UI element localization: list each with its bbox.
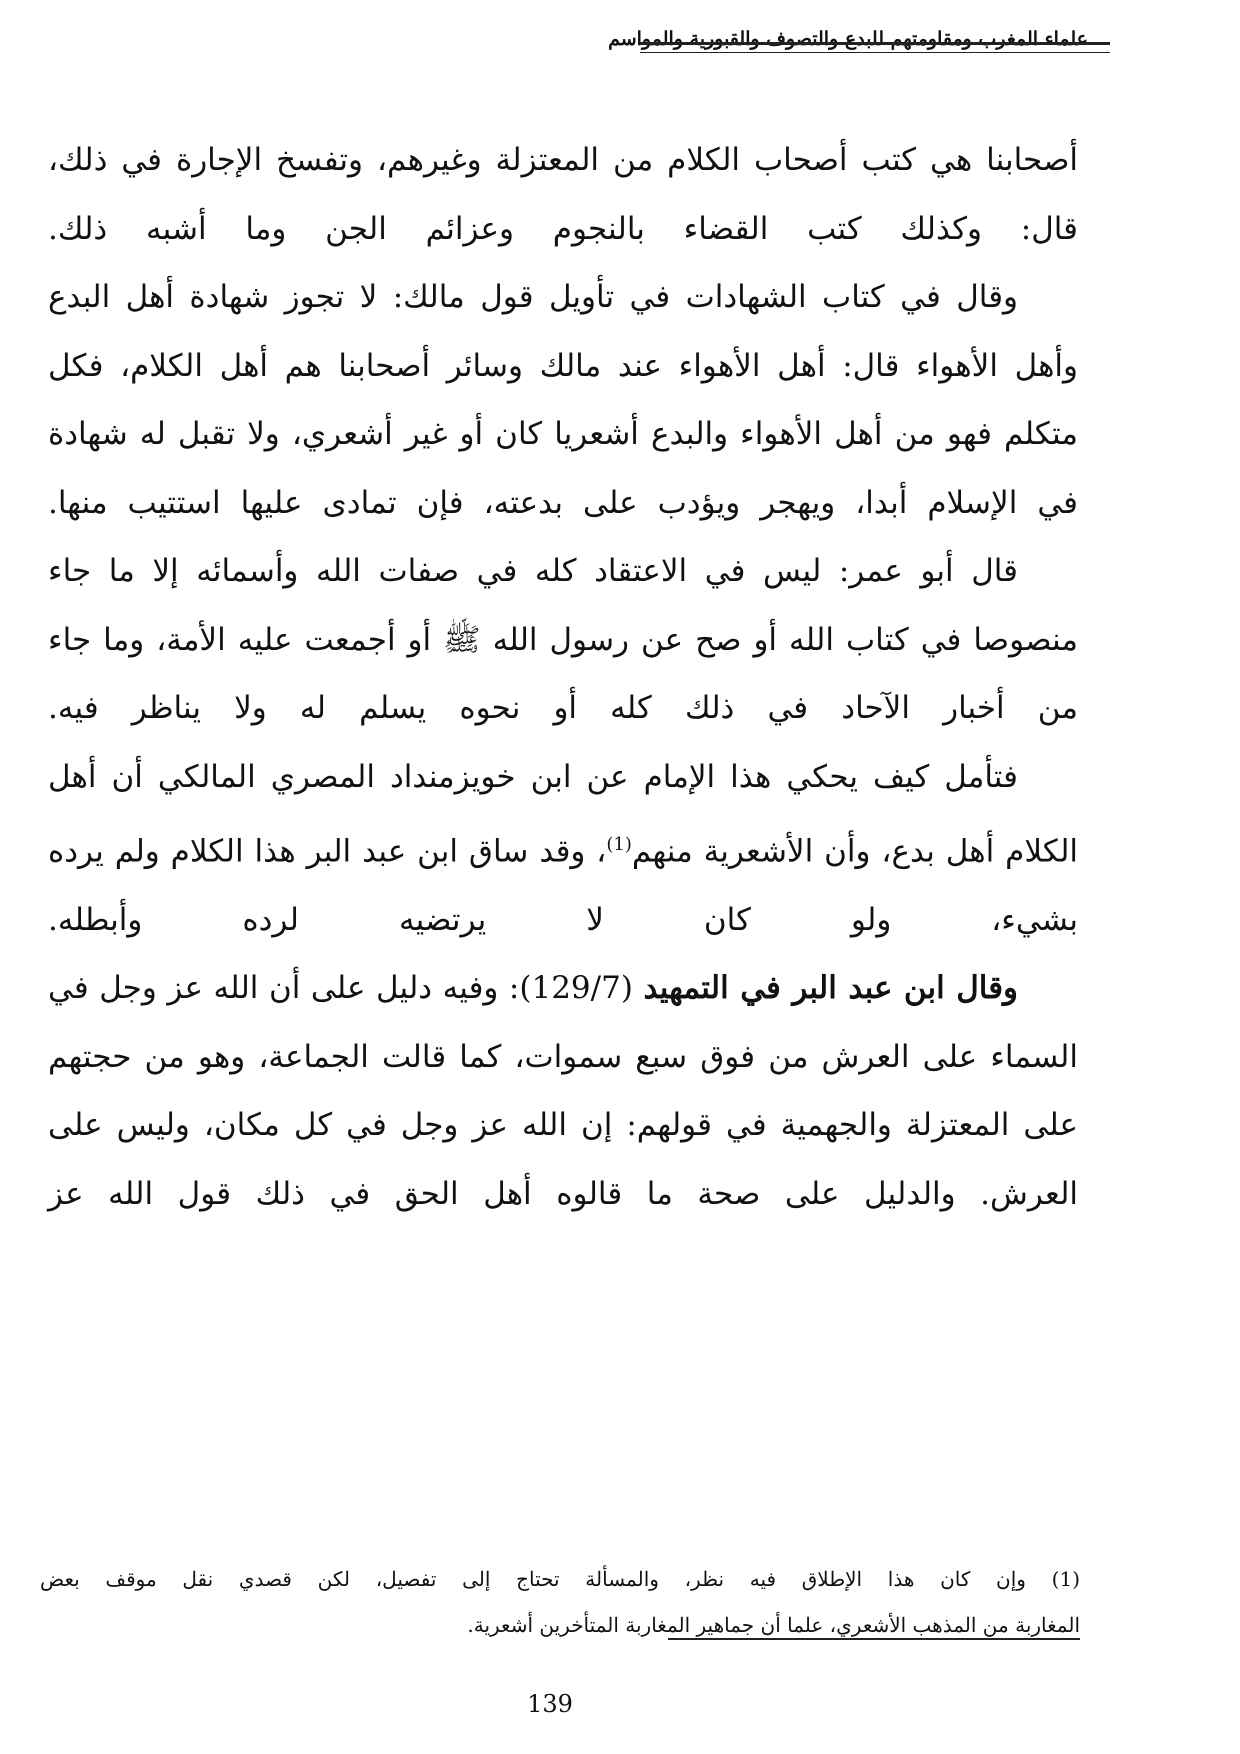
running-header (28, 22, 1088, 62)
footnote-line-2: المغاربة من المذهب الأشعري، علما أن جماهير المغاربة المتأخرين أشعرية. (467, 1613, 1080, 1637)
paragraph-5 (48, 954, 1078, 1228)
paragraph-4-part-b: ، وقد ساق ابن عبد البر هذا الكلام ولم يرده بشيء، ولو كان لا يرتضيه لرده وأبطله. (48, 833, 1078, 938)
footnote-line-1: (1) وإن كان هذا الإطلاق فيه نظر، والمسألة تحتاج إلى تفصيل، لكن قصدي نقل موقف بعض (40, 1567, 1080, 1591)
paragraph-2: وقال في كتاب الشهادات في تأويل قول مالك: لا تجوز شهادة أهل البدع وأهل الأهواء قال: أهل الأهواء عند مالك وسائر أصحابنا هم أهل الكلام، فكل متكلم فهو من أهل الأهواء والبدع أشعريا كان أو غير أشعري، ولا تقبل له شهادة في الإسلام أبدا، ويهجر ويؤدب على بدعته، فإن تمادى عليها استتيب منها. (48, 279, 1078, 521)
paragraph-3: قال أبو عمر: ليس في الاعتقاد كله في صفات الله وأسمائه إلا ما جاء منصوصا في كتاب الله أو صح عن رسول الله ﷺ أو أجمعت عليه الأمة، وما جاء من أخبار الآحاد في ذلك كله أو نحوه يسلم له ولا يناظر فيه. (48, 553, 1078, 726)
paragraph-4-part-a: فتأمل كيف يحكي هذا الإمام عن ابن خويزمنداد المصري المالكي أن أهل الكلام أهل بدع، وأن الأشعرية منهم (48, 758, 1079, 870)
header-title: علماء المغرب ومقاومتهم للبدع والتصوف والقبورية والمواسم (608, 28, 1088, 50)
paragraph-5-lead: وقال ابن عبد البر في التمهيد (643, 970, 1018, 1007)
paragraph-5-citation: (129/7) (519, 970, 644, 1007)
paragraph-5-text: : وفيه دليل على أن الله عز وجل في السماء على العرش من فوق سبع سموات، كما قالت الجماعة، وهو من حجتهم على المعتزلة والجهمية في قولهم: إن الله عز وجل في كل مكان، وليس على العرش. والدليل على صحة ما قالوه أهل الحق في ذلك قول الله عز (48, 970, 1078, 1212)
main-text (48, 126, 1078, 1228)
header-rule (640, 42, 1110, 53)
footnote (40, 1556, 1080, 1648)
paragraph-1: أصحابنا هي كتب أصحاب الكلام من المعتزلة وغيرهم، وتفسخ الإجارة في ذلك، قال: وكذلك كتب القضاء بالنجوم وعزائم الجن وما أشبه ذلك. (48, 142, 1078, 247)
page-number: 139 (527, 1690, 573, 1718)
paragraph-4 (48, 743, 1078, 955)
footnote-ref: (1) (606, 834, 632, 855)
